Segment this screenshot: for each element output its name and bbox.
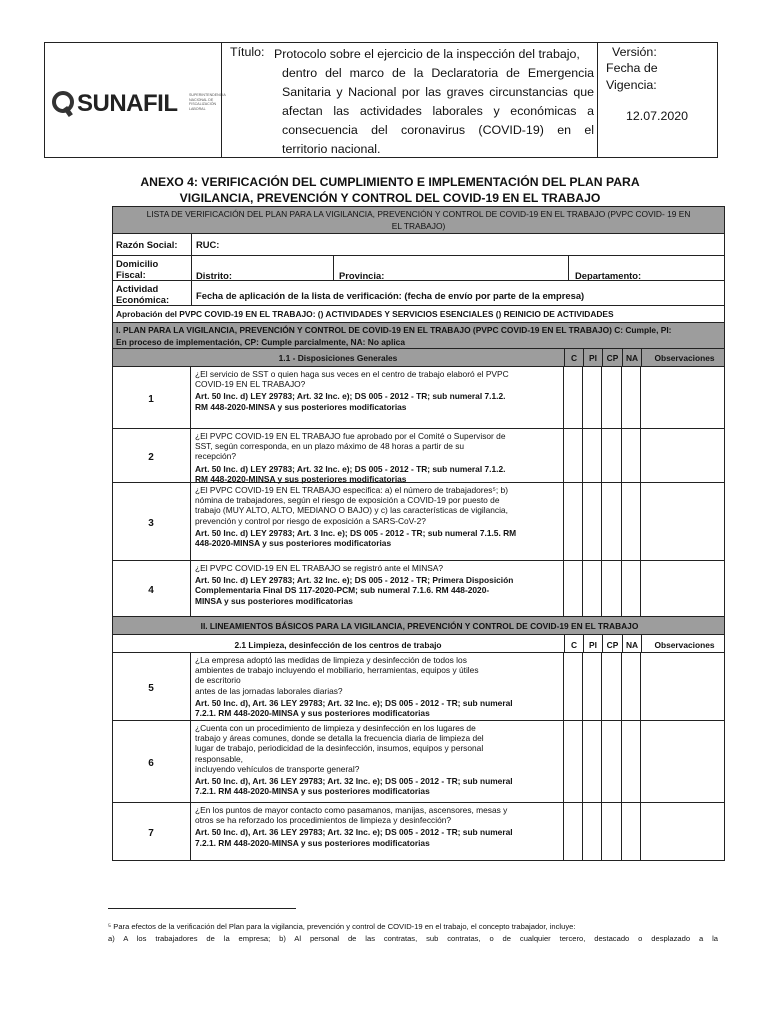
check-cp-cell[interactable] [601, 721, 621, 803]
annex-title [60, 175, 720, 206]
check-cp-cell[interactable] [601, 429, 621, 483]
col-c-header: C [570, 640, 578, 650]
title-line: afectan las actividades laborales y económicas a [282, 104, 594, 118]
document-header [44, 42, 718, 158]
logo-subtitle: SUPERINTENDENCIA NACIONAL DE FISCALIZACIÓN LABORAL [189, 93, 226, 111]
check-cp-cell[interactable] [601, 367, 621, 429]
row-question [195, 655, 557, 718]
row-question [195, 485, 557, 548]
legal-reference-line: 7.2.1. RM 448-2020-MINSA y sus posteriores modificatorias [195, 837, 430, 848]
row-question [195, 431, 557, 484]
legal-reference-line: Art. 50 Inc. d), Art. 36 LEY 29783; Art. 32 Inc. e); DS 005 - 2012 - TR; sub numeral [195, 697, 513, 708]
col-obs-header: Observaciones [654, 353, 715, 363]
section-1-header [112, 322, 725, 349]
divider [191, 281, 192, 305]
divider [190, 429, 191, 483]
check-pi-cell[interactable] [582, 429, 601, 483]
observaciones-cell[interactable] [640, 561, 725, 617]
question-line: ¿La empresa adoptó las medidas de limpieza y desinfección de todos los [195, 655, 467, 665]
check-cp-cell[interactable] [601, 803, 621, 861]
domicilio-label [116, 258, 158, 280]
check-pi-cell[interactable] [582, 653, 601, 721]
subsection-title: 2.1 Limpieza, desinfección de los centros de trabajo [234, 640, 442, 650]
section-1-line: I. PLAN PARA LA VIGILANCIA, PREVENCIÓN Y CONTROL DE COVID-19 EN EL TRABAJO (PVPC COVID-19 EN EL TRABAJO) C: Cumple, PI: [116, 325, 672, 335]
check-c-cell[interactable] [563, 803, 582, 861]
aprobacion-label: Aprobación del PVPC COVID-19 EN EL TRABAJO: () ACTIVIDADES Y SERVICIOS ESENCIALES () REINICIO DE ACTIVIDADES [116, 309, 614, 319]
table-row [112, 428, 725, 482]
legal-reference-line: Art. 50 Inc. d) LEY 29783; Art. 32 Inc. e); DS 005 - 2012 - TR; Primera Disposición [195, 575, 514, 586]
vigencia-label: Vigencia: [606, 78, 657, 92]
title-line: Protocolo sobre el ejercicio de la inspección del trabajo, [274, 47, 580, 61]
question-line: ¿El PVPC COVID-19 EN EL TRABAJO fue aprobado por el Comité o Supervisor de [195, 431, 506, 441]
row-number: 7 [148, 828, 154, 839]
check-c-cell[interactable] [563, 721, 582, 803]
row-number: 1 [148, 394, 154, 405]
list-title-line: LISTA DE VERIFICACIÓN DEL PLAN PARA LA VIGILANCIA, PREVENCIÓN Y CONTROL DE COVID-19 EN EL TRABAJO (PVPC COVID- 19 EN [146, 209, 691, 219]
row-number: 6 [148, 758, 154, 769]
row-question [195, 563, 557, 606]
col-na-header: NA [625, 640, 639, 650]
divider [641, 635, 642, 652]
footnote-line: ⁵ Para efectos de la verificación del Plan para la vigilancia, prevención y control de COVID-19 en el trabajo, el concepto trabajador, incluye: [108, 922, 576, 931]
annex-title-line: VIGILANCIA, PREVENCIÓN Y CONTROL DEL COVID-19 EN EL TRABAJO [179, 190, 601, 205]
legal-reference-line: 448-2020-MINSA y sus posteriores modificatorias [195, 538, 392, 549]
departamento-label: Departamento: [575, 270, 642, 281]
check-na-cell[interactable] [621, 483, 640, 561]
divider [190, 367, 191, 429]
question-line: ¿El PVPC COVID-19 EN EL TRABAJO especifica: a) el número de trabajadores⁵; b) [195, 485, 509, 495]
question-line: trabajo y áreas comunes, donde se detalla la frecuencia diaria de limpieza del [195, 733, 484, 744]
table-row [112, 652, 725, 720]
divider [190, 653, 191, 721]
legal-reference-line: 7.2.1. RM 448-2020-MINSA y sus posteriores modificatorias [195, 786, 430, 797]
check-c-cell[interactable] [563, 653, 582, 721]
question-line: prevención y control por riesgo de exposición a SARS-CoV-2? [195, 515, 426, 526]
question-line: trabajo (MUY ALTO, ALTO, MEDIANO O BAJO) y c) las características de vigilancia, [195, 505, 508, 516]
question-line: SST, según corresponda, en un plazo máximo de 48 horas a partir de su [195, 441, 465, 452]
legal-reference-line: Art. 50 Inc. d), Art. 36 LEY 29783; Art. 32 Inc. e); DS 005 - 2012 - TR; sub numeral [195, 827, 513, 838]
check-cp-cell[interactable] [601, 483, 621, 561]
divider [191, 256, 192, 280]
divider [568, 256, 569, 280]
question-line: responsable, [195, 753, 243, 764]
check-na-cell[interactable] [621, 561, 640, 617]
table-row [112, 802, 725, 860]
question-line: incluyendo vehículos de transporte general? [195, 763, 360, 774]
observaciones-cell[interactable] [640, 721, 725, 803]
row-question [195, 369, 557, 412]
question-line: de escritorio [195, 675, 241, 686]
legal-reference-line: Art. 50 Inc. d) LEY 29783; Art. 3 Inc. e); DS 005 - 2012 - TR; sub numeral 7.1.5. RM [195, 527, 517, 538]
col-na-header: NA [625, 353, 639, 363]
row-number: 2 [148, 452, 154, 463]
check-cp-cell[interactable] [601, 561, 621, 617]
check-pi-cell[interactable] [582, 803, 601, 861]
provincia-label: Provincia: [339, 270, 385, 281]
title-line: Sanitaria y Nacional por las graves circunstancias que [282, 85, 594, 99]
divider [190, 721, 191, 803]
check-na-cell[interactable] [621, 803, 640, 861]
title-cell [221, 43, 598, 157]
subsection-2-1-header [112, 634, 725, 653]
domicilio-label-line: Fiscal: [116, 269, 146, 280]
check-na-cell[interactable] [621, 429, 640, 483]
observaciones-cell[interactable] [640, 803, 725, 861]
domicilio-label-line: Domicilio [116, 258, 159, 269]
question-line: ¿El servicio de SST o quien haga sus veces en el centro de trabajo elaboró el PVPC [195, 369, 509, 379]
check-c-cell[interactable] [563, 483, 582, 561]
legal-reference-line: RM 448-2020-MINSA y sus posteriores modificatorias [195, 473, 407, 484]
question-line: nómina de trabajadores, según el riesgo de exposición a COVID-19 por puesto de [195, 495, 500, 506]
question-line: COVID-19 EN EL TRABAJO? [195, 379, 306, 390]
divider [190, 483, 191, 561]
row-question [195, 805, 557, 848]
col-pi-header: PI [589, 353, 597, 363]
title-text [230, 45, 594, 159]
divider [190, 803, 191, 861]
table-row [112, 366, 725, 428]
section-2-title: II. LINEAMIENTOS BÁSICOS PARA LA VIGILANCIA, PREVENCIÓN Y CONTROL DE COVID-19 EN EL TRABAJO [200, 621, 639, 631]
legal-reference-line: Art. 50 Inc. d) LEY 29783; Art. 32 Inc. e); DS 005 - 2012 - TR; sub numeral 7.1.2. [195, 463, 506, 474]
actividad-row [112, 280, 725, 306]
observaciones-cell[interactable] [640, 367, 725, 429]
question-line: ¿En los puntos de mayor contacto como pasamanos, manijas, ascensores, mesas y [195, 805, 508, 815]
title-line: consecuencia del coronavirus (COVID-19) en el [282, 123, 594, 137]
fecha-label: Fecha de [606, 61, 658, 75]
title-label: Título: [230, 45, 265, 59]
razon-social-label: Razón Social: [116, 239, 178, 250]
legal-reference-line: 7.2.1. RM 448-2020-MINSA y sus posteriores modificatorias [195, 708, 430, 719]
fecha-value: 12.07.2020 [626, 109, 689, 123]
domicilio-row [112, 255, 725, 281]
section-1-line: En proceso de implementación, CP: Cumple parcialmente, NA: No aplica [116, 336, 406, 347]
question-line: recepción? [195, 451, 236, 462]
legal-reference-line: Art. 50 Inc. d) LEY 29783; Art. 32 Inc. e); DS 005 - 2012 - TR; sub numeral 7.1.2. [195, 391, 506, 402]
question-line: lugar de trabajo, periodicidad de la desinfección, insumos, equipos y personal [195, 743, 484, 754]
table-row [112, 482, 725, 560]
col-cp-header: CP [606, 353, 619, 363]
version-label: Versión: [612, 45, 657, 59]
col-c-header: C [570, 353, 578, 363]
check-cp-cell[interactable] [601, 653, 621, 721]
check-pi-cell[interactable] [582, 721, 601, 803]
logo-text: SUNAFIL [77, 90, 178, 117]
version-cell [597, 43, 720, 157]
distrito-label: Distrito: [196, 270, 232, 281]
question-line: ¿Cuenta con un procedimiento de limpieza y desinfección en los lugares de [195, 723, 476, 733]
table-row [112, 720, 725, 802]
row-number: 4 [148, 585, 154, 596]
question-line: antes de las jornadas laborales diarias? [195, 685, 343, 696]
legal-reference-line: RM 448-2020-MINSA y sus posteriores modificatorias [195, 401, 407, 412]
sunafil-logo [51, 87, 226, 121]
legal-reference-line: Art. 50 Inc. d), Art. 36 LEY 29783; Art. 32 Inc. e); DS 005 - 2012 - TR; sub numeral [195, 776, 513, 787]
actividad-label [116, 283, 169, 305]
ruc-label: RUC: [196, 239, 220, 250]
list-title-line: EL TRABAJO) [391, 220, 446, 231]
table-row [112, 560, 725, 616]
section-2-header [112, 616, 725, 635]
subsection-1-1-header [112, 348, 725, 367]
row-question [195, 723, 557, 796]
question-line: otros se ha reforzado los procedimientos de limpieza y desinfección? [195, 815, 452, 826]
check-pi-cell[interactable] [582, 483, 601, 561]
legal-reference-line: Complementaria Final DS 117-2020-PCM; sub numeral 7.1.6. RM 448-2020- [195, 585, 490, 596]
actividad-label-line: Económica: [116, 294, 170, 305]
actividad-label-line: Actividad [116, 283, 159, 294]
aprobacion-row [112, 305, 725, 323]
footnote [108, 921, 718, 944]
row-number: 5 [148, 683, 154, 694]
footnote-line: a) A los trabajadores de la empresa; b) Al personal de las contratas, sub contratas, o de cualquier tercero, destacado o desplazado a la [108, 933, 718, 943]
title-line: territorio nacional. [282, 142, 381, 156]
check-pi-cell[interactable] [582, 561, 601, 617]
check-na-cell[interactable] [621, 721, 640, 803]
annex-title-line: ANEXO 4: VERIFICACIÓN DEL CUMPLIMIENTO E IMPLEMENTACIÓN DEL PLAN PARA [140, 175, 640, 189]
check-c-cell[interactable] [563, 561, 582, 617]
check-c-cell[interactable] [563, 429, 582, 483]
check-na-cell[interactable] [621, 653, 640, 721]
footnote-rule [108, 908, 296, 909]
divider [641, 349, 642, 366]
observaciones-cell[interactable] [640, 429, 725, 483]
divider [333, 256, 334, 280]
observaciones-cell[interactable] [640, 483, 725, 561]
question-line: ambientes de trabajo incluyendo el mobiliario, herramientas, equipos y útiles [195, 665, 479, 676]
col-pi-header: PI [589, 640, 597, 650]
logo-q-icon [51, 89, 77, 119]
check-c-cell[interactable] [563, 367, 582, 429]
divider [191, 234, 192, 255]
check-pi-cell[interactable] [582, 367, 601, 429]
divider [190, 561, 191, 617]
col-cp-header: CP [606, 640, 619, 650]
razon-social-row [112, 233, 725, 256]
row-number: 3 [148, 518, 154, 529]
list-title-row [112, 206, 725, 234]
question-line: ¿El PVPC COVID-19 EN EL TRABAJO se registró ante el MINSA? [195, 563, 444, 573]
subsection-title: 1.1 - Disposiciones Generales [278, 353, 398, 363]
legal-reference-line: MINSA y sus posteriores modificatorias [195, 595, 353, 606]
col-obs-header: Observaciones [654, 640, 715, 650]
fecha-aplicacion-label: Fecha de aplicación de la lista de verificación: (fecha de envío por parte de la empresa) [196, 290, 585, 301]
observaciones-cell[interactable] [640, 653, 725, 721]
check-na-cell[interactable] [621, 367, 640, 429]
title-line: dentro del marco de la Declaratoria de Emergencia [282, 66, 594, 80]
